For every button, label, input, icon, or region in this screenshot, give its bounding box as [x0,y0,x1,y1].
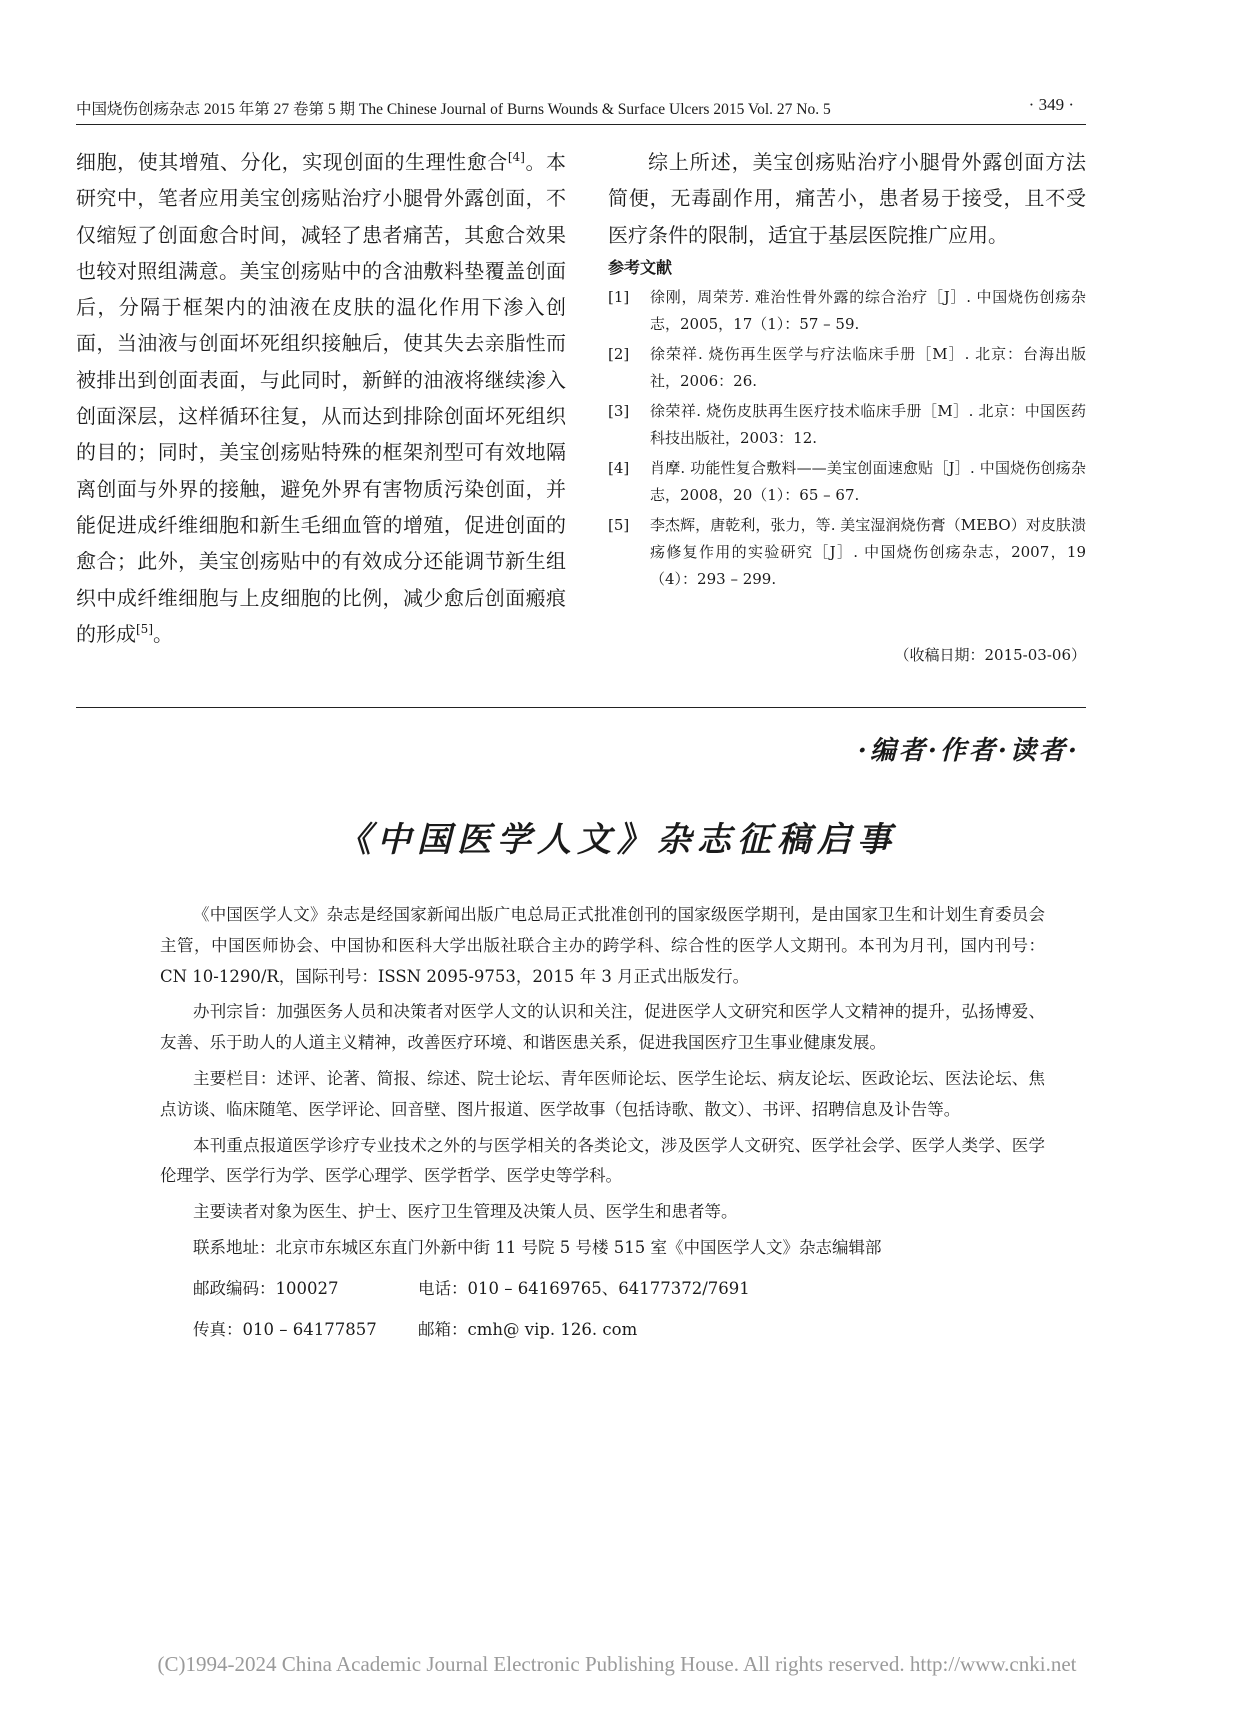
reference-text: 李杰辉，唐乾利，张力，等. 美宝湿润烧伤膏（MEBO）对皮肤溃疡修复作用的实验研究［J］. 中国烧伤创疡杂志，2007，19（4）：293 – 299. [650,515,1086,588]
reference-text: 肖摩. 功能性复合敷料——美宝创面速愈贴［J］. 中国烧伤创疡杂志，2008，20（1）：65 – 67. [650,458,1086,504]
contact-row-2 [160,1315,1045,1346]
reference-number: [2] [608,344,630,363]
citation-5: [5] [136,621,153,636]
section-tag: ·编者·作者·读者· [857,736,1080,766]
notice-intro-paragraph: 《中国医学人文》杂志是经国家新闻出版广电总局正式批准创刊的国家级医学期刊，是由国家卫生和计划生育委员会主管，中国医师协会、中国协和医科大学出版社联合主办的跨学科、综合性的医学人文期刊。本刊为月刊，国内刊号：CN 10-1290/R，国际刊号：ISSN 2095-9753，2015 年 3 月正式出版发行。 [160,905,1045,986]
reference-number: [4] [608,458,630,477]
section-divider [76,707,1086,708]
postcode: 邮政编码：100027 [193,1278,339,1298]
conclusion-paragraph: 综上所述，美宝创疡贴治疗小腿骨外露创面方法简便，无毒副作用，痛苦小，患者易于接受，且不受医疗条件的限制，适宜于基层医院推广应用。 [608,150,1086,247]
reference-text: 徐刚，周荣芳. 难治性骨外露的综合治疗［J］. 中国烧伤创疡杂志，2005，17（1）：57 – 59. [650,287,1086,333]
call-for-papers-notice [160,900,1045,1355]
notice-readers-paragraph: 主要读者对象为医生、护士、医疗卫生管理及决策人员、医学生和患者等。 [193,1202,738,1222]
header-rule [76,124,1086,125]
email: 邮箱：cmh@ vip. 126. com [418,1319,638,1339]
notice-title: 《中国医学人文》杂志征稿启事 [337,820,897,860]
right-column [608,144,1086,664]
notice-scope-paragraph: 本刊重点报道医学诊疗专业技术之外的与医学相关的各类论文，涉及医学人文研究、医学社会学、医学人类学、医学伦理学、医学行为学、医学心理学、医学哲学、医学史等学科。 [160,1135,1045,1186]
running-head-text: 中国烧伤创疡杂志 2015 年第 27 卷第 5 期 The Chinese Journal of Burns Wounds & Surface Ulcers 2015 Vol. 27 No. 5 [76,101,831,118]
page-number: · 349 · [1028,95,1074,114]
received-date: （收稿日期：2015-03-06） [894,646,1086,664]
reference-item [608,341,1086,395]
running-head [76,97,1074,119]
left-column [76,144,566,652]
reference-item [608,398,1086,452]
reference-item [608,284,1086,338]
discussion-paragraph [76,144,566,652]
reference-text: 徐荣祥. 烧伤再生医学与疗法临床手册［M］. 北京：台海出版社，2006：26. [650,344,1086,390]
contact-row-1 [160,1274,1045,1305]
phone: 电话：010 – 64169765、64177372/7691 [418,1278,750,1298]
reference-number: [3] [608,401,630,420]
discussion-text-1: 细胞，使其增殖、分化，实现创面的生理性愈合 [76,150,508,174]
references-heading: 参考文献 [608,257,673,277]
fax: 传真：010 – 64177857 [193,1319,377,1339]
contact-address: 联系地址：北京市东城区东直门外新中街 11 号院 5 号楼 515 室《中国医学人文》杂志编辑部 [193,1237,882,1257]
citation-4: [4] [507,150,525,164]
reference-number: [5] [608,515,630,534]
reference-item [608,455,1086,509]
reference-item [608,512,1086,593]
copyright-footer: (C)1994-2024 China Academic Journal Electronic Publishing House. All rights reserved. http://www.cnki.net [157,1652,1077,1676]
reference-text: 徐荣祥. 烧伤皮肤再生医疗技术临床手册［M］. 北京：中国医药科技出版社，2003：12. [650,401,1086,447]
notice-columns-paragraph: 主要栏目：述评、论著、简报、综述、院士论坛、青年医师论坛、医学生论坛、病友论坛、医政论坛、医法论坛、焦点访谈、临床随笔、医学评论、回音壁、图片报道、医学故事（包括诗歌、散文）、书评、招聘信息及讣告等。 [160,1068,1045,1119]
notice-aims-paragraph: 办刊宗旨：加强医务人员和决策者对医学人文的认识和关注，促进医学人文研究和医学人文精神的提升，弘扬博爱、友善、乐于助人的人道主义精神，改善医疗环境、和谐医患关系，促进我国医疗卫生事业健康发展。 [160,1002,1045,1053]
reference-number: [1] [608,287,630,306]
discussion-text-3: 。 [153,621,173,646]
reference-list [608,284,1086,593]
discussion-text-2: 。本研究中，笔者应用美宝创疡贴治疗小腿骨外露创面，不仅缩短了创面愈合时间，减轻了患者痛苦，其愈合效果也较对照组满意。美宝创疡贴中的含油敷料垫覆盖创面后，分隔于框架内的油液在皮肤的温化作用下渗入创面，当油液与创面坏死组织接触后，使其失去亲脂性而被排出到创面表面，与此同时，新鲜的油液将继续渗入创面深层，这样循环往复，从而达到排除创面坏死组织的目的；同时，美宝创疡贴特殊的框架剂型可有效地隔离创面与外界的接触，避免外界有害物质污染创面，并能促进成纤维细胞和新生毛细血管的增殖，促进创面的愈合；此外，美宝创疡贴中的有效成分还能调节新生组织中成纤维细胞与上皮细胞的比例，减少愈后创面瘢痕的形成 [76,150,567,646]
